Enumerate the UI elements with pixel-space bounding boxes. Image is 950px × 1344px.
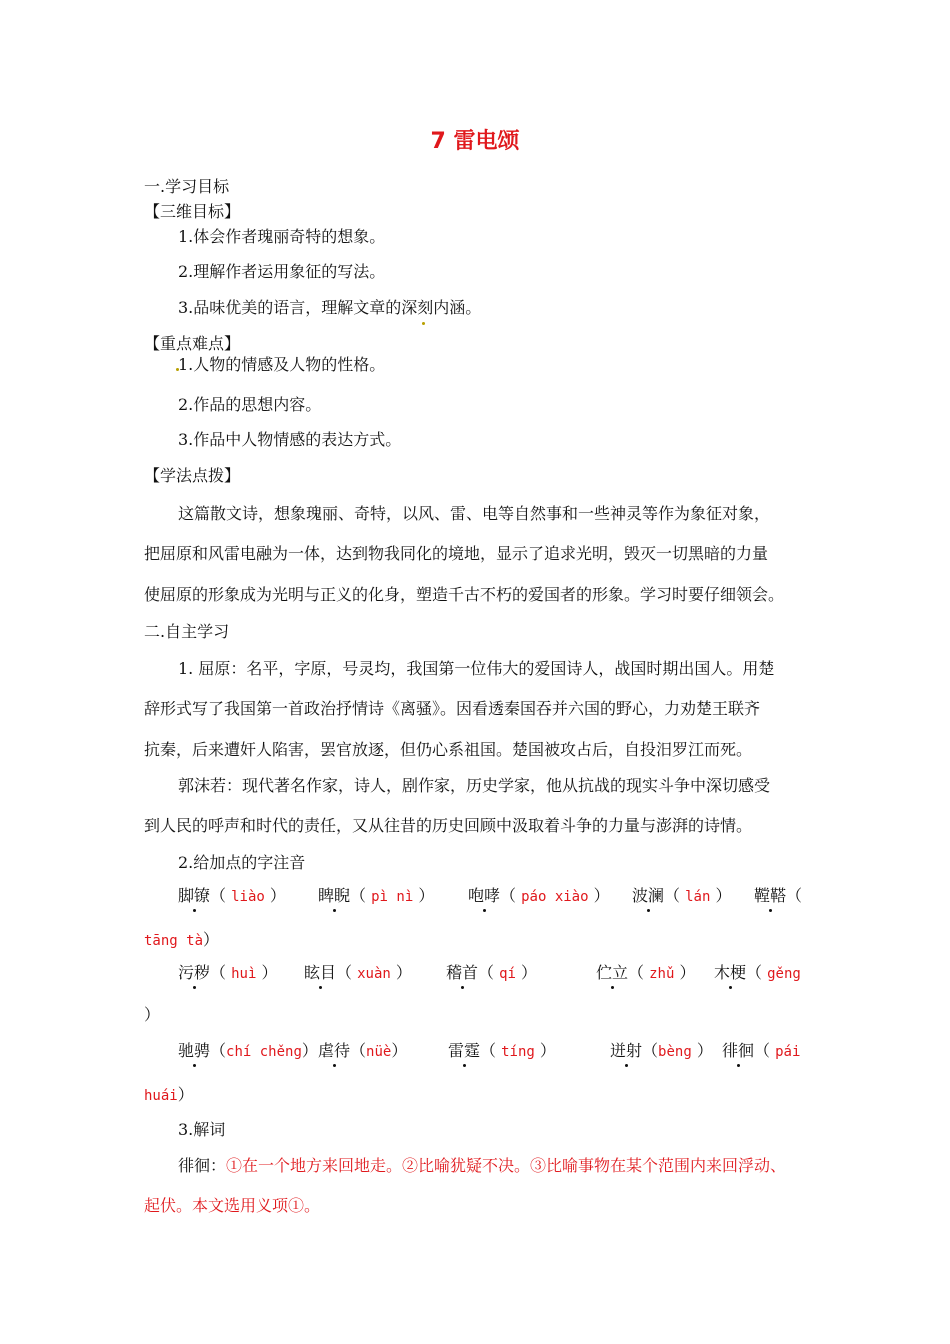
- pinyin-answer: lán: [685, 889, 711, 905]
- key-points-label: 【重点难点】: [144, 334, 241, 353]
- dotted-word: 眩目: [304, 963, 337, 982]
- dotted-word: 木梗: [714, 963, 747, 982]
- definition-term: 徘徊：: [178, 1156, 227, 1175]
- pinyin-answer: tāng tà: [144, 933, 204, 949]
- pinyin-item: 徘徊（ pái: [722, 1041, 801, 1060]
- method-paragraph-line: 这篇散文诗，想象瑰丽、奇特，以风、雷、电等自然事和一些神灵等作为象征对象，: [178, 504, 771, 523]
- pinyin-answer: huái: [144, 1088, 178, 1104]
- pinyin-answer: liào: [231, 889, 265, 905]
- pinyin-item: 木梗（ gěng: [714, 963, 801, 982]
- key-item: 2.作品的思想内容。: [178, 395, 322, 414]
- dotted-word: 稽首: [446, 963, 479, 982]
- pinyin-answer: zhǔ: [649, 966, 675, 982]
- dotted-word: 波澜: [632, 886, 665, 905]
- pinyin-item: 波澜（ lán ）: [632, 886, 732, 905]
- intro-line: 抗秦，后来遭奸人陷害，罢官放逐，但仍心系祖国。楚国被攻占后，自投汨罗江而死。: [144, 740, 753, 759]
- dotted-word: 虐待: [318, 1041, 351, 1060]
- pinyin-answer: qí: [499, 966, 516, 982]
- pinyin-answer: pái: [775, 1044, 801, 1060]
- pinyin-answer: tíng: [501, 1044, 535, 1060]
- key-item: 3.作品中人物情感的表达方式。: [178, 430, 402, 449]
- pinyin-answer: páo xiào: [521, 889, 589, 905]
- pinyin-item: 迸射（bèng ）: [610, 1041, 713, 1060]
- pinyin-answer: pì nì: [371, 889, 414, 905]
- goal-item: 3.品味优美的语言，理解文章的深刻内涵。: [178, 298, 482, 317]
- definition-line-2: 起伏。本文选用义项①。: [144, 1196, 321, 1215]
- pinyin-item: 伫立（ zhǔ ）: [596, 963, 696, 982]
- dotted-word: 雷霆: [448, 1041, 481, 1060]
- pinyin-answer: xuàn: [357, 966, 391, 982]
- page-title: 7 雷电颂: [430, 129, 520, 154]
- pinyin-item: 咆哮（ páo xiào ）: [468, 886, 610, 905]
- intro-line: 郭沫若：现代著名作家，诗人，剧作家，历史学家，他从抗战的现实斗争中深切感受: [178, 776, 771, 795]
- dotted-word: 伫立: [596, 963, 629, 982]
- dotted-word: 咆哮: [468, 886, 501, 905]
- pinyin-item: 稽首（ qí ）: [446, 963, 538, 982]
- dotted-word: 污秽: [178, 963, 211, 982]
- question-2-label: 2.给加点的字注音: [178, 853, 306, 872]
- pinyin-answer: nüè: [366, 1044, 392, 1060]
- method-paragraph-line: 把屈原和风雷电融为一体，达到物我同化的境地，显示了追求光明，毁灭一切黑暗的力量: [144, 544, 769, 563]
- dotted-word: 鞺鞳: [754, 886, 787, 905]
- pinyin-wrap: huái）: [144, 1085, 194, 1104]
- key-item: 1.人物的情感及人物的性格。: [178, 355, 386, 374]
- edit-mark: [422, 322, 425, 325]
- intro-line: 到人民的呼声和时代的责任，又从往昔的历史回顾中汲取着斗争的力量与澎湃的诗情。: [144, 816, 753, 835]
- dotted-word: 驰骋: [178, 1041, 211, 1060]
- dotted-word: 睥睨: [318, 886, 351, 905]
- goal-item: 1.体会作者瑰丽奇特的想象。: [178, 227, 386, 246]
- section-heading-self-study: 二.自主学习: [144, 622, 230, 641]
- intro-line: 1. 屈原：名平，字原，号灵均，我国第一位伟大的爱国诗人，战国时期出国人。用楚: [178, 659, 775, 678]
- method-paragraph-line: 使屈原的形象成为光明与正义的化身，塑造千古不朽的爱国者的形象。学习时要仔细领会。: [144, 585, 785, 604]
- definition-text: ①在一个地方来回地走。②比喻犹疑不决。③比喻事物在某个范围内来回浮动、: [226, 1156, 787, 1175]
- dotted-word: 迸射: [610, 1041, 643, 1060]
- pinyin-row: （ liào ）: [210, 886, 286, 905]
- pinyin-item: 鞺鞳（: [754, 886, 803, 905]
- section-heading-goals: 一.学习目标: [144, 177, 230, 196]
- method-label: 【学法点拨】: [144, 466, 241, 485]
- pinyin-wrap: tāng tà）: [144, 930, 220, 949]
- pinyin-answer: bèng: [658, 1044, 692, 1060]
- pinyin-item: 虐待（nüè）: [318, 1041, 408, 1060]
- pinyin-answer: chí chěng: [226, 1044, 302, 1060]
- question-3-label: 3.解词: [178, 1120, 226, 1139]
- pinyin-item: 眩目（ xuàn ）: [304, 963, 412, 982]
- goal-item: 2.理解作者运用象征的写法。: [178, 262, 386, 281]
- pinyin-item: 雷霆（ tíng ）: [448, 1041, 556, 1060]
- dotted-word: 徘徊: [722, 1041, 755, 1060]
- pinyin-answer: huì: [231, 966, 257, 982]
- definition-line: [178, 1156, 786, 1176]
- pinyin-item: 睥睨（ pì nì ）: [318, 886, 435, 905]
- intro-line: 辞形式写了我国第一首政治抒情诗《离骚》。因看透秦国吞并六国的野心，力劝楚王联齐: [144, 699, 761, 718]
- pinyin-item: 污秽（ huì ）: [178, 963, 278, 982]
- pinyin-answer: gěng: [767, 966, 801, 982]
- dotted-word: 脚镣: [178, 886, 211, 905]
- pinyin-item: 驰骋（chí chěng）: [178, 1041, 318, 1060]
- goals-label: 【三维目标】: [144, 202, 241, 221]
- pinyin-wrap: ）: [144, 1005, 161, 1024]
